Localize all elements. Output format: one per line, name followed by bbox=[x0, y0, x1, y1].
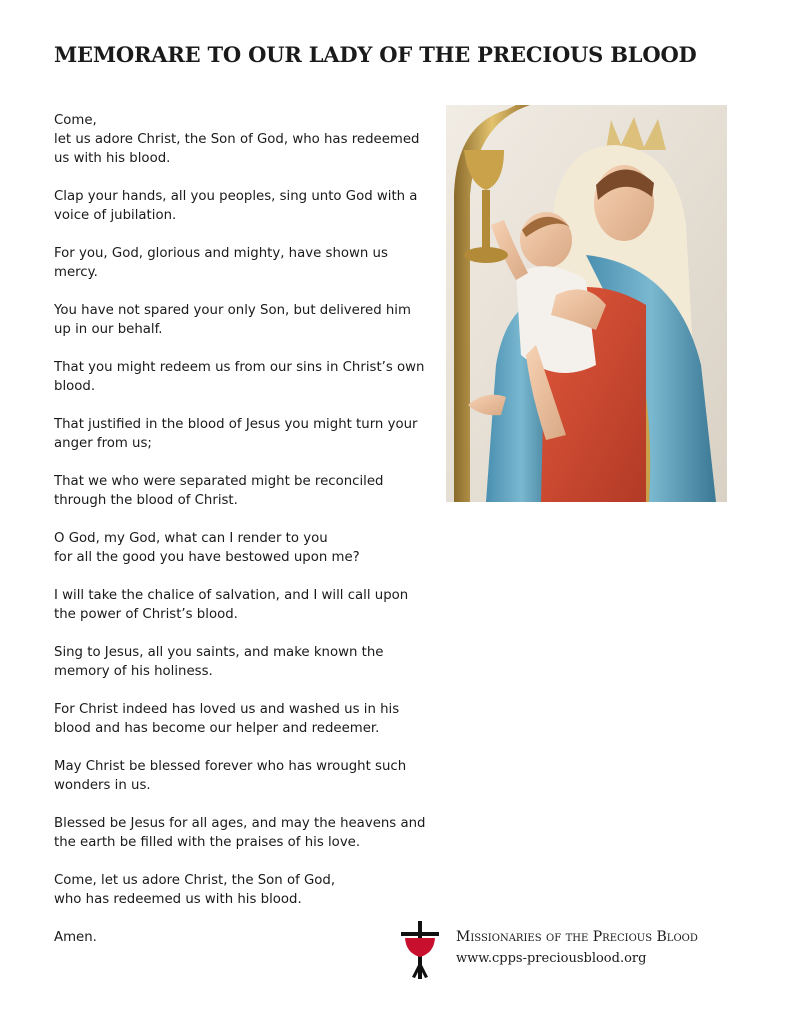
prayer-paragraph: For Christ indeed has loved us and washed us in his blood and has become our helper and redeemer. bbox=[54, 702, 400, 736]
prayer-paragraph: That we who were separated might be reconciled through the blood of Christ. bbox=[54, 474, 384, 508]
prayer-paragraph: You have not spared your only Son, but delivered him up in our behalf. bbox=[54, 303, 411, 337]
madonna-statue-photo bbox=[446, 105, 727, 502]
organization-url[interactable]: www.cpps-preciousblood.org bbox=[456, 951, 647, 966]
prayer-paragraph: Blessed be Jesus for all ages, and may the heavens and the earth be filled with the praises of his love. bbox=[54, 816, 426, 850]
page-title: MEMORARE TO OUR LADY OF THE PRECIOUS BLOOD bbox=[54, 42, 697, 67]
prayer-paragraph: May Christ be blessed forever who has wrought such wonders in us. bbox=[54, 759, 407, 793]
organization-name: Missionaries of the Precious Blood bbox=[456, 929, 698, 945]
prayer-paragraph: Clap your hands, all you peoples, sing unto God with a voice of jubilation. bbox=[54, 189, 418, 223]
prayer-paragraph: I will take the chalice of salvation, and I will call upon the power of Christ’s blood. bbox=[54, 588, 409, 622]
prayer-paragraph: Sing to Jesus, all you saints, and make known the memory of his holiness. bbox=[54, 645, 384, 679]
prayer-paragraph: O God, my God, what can I render to you for all the good you have bestowed upon me? bbox=[54, 531, 360, 565]
cross-chalice-icon bbox=[401, 921, 439, 979]
prayer-paragraph: Come, let us adore Christ, the Son of God, who has redeemed us with his blood. bbox=[54, 113, 420, 166]
statue-madonna-and-child-icon bbox=[446, 105, 727, 502]
prayer-paragraph: That you might redeem us from our sins in Christ’s own blood. bbox=[54, 360, 425, 394]
prayer-paragraph: That justified in the blood of Jesus you might turn your anger from us; bbox=[54, 417, 418, 451]
prayer-text bbox=[54, 111, 439, 966]
prayer-paragraph: Amen. bbox=[54, 930, 97, 945]
prayer-paragraph: Come, let us adore Christ, the Son of God, who has redeemed us with his blood. bbox=[54, 873, 336, 907]
prayer-paragraph: For you, God, glorious and mighty, have shown us mercy. bbox=[54, 246, 388, 280]
